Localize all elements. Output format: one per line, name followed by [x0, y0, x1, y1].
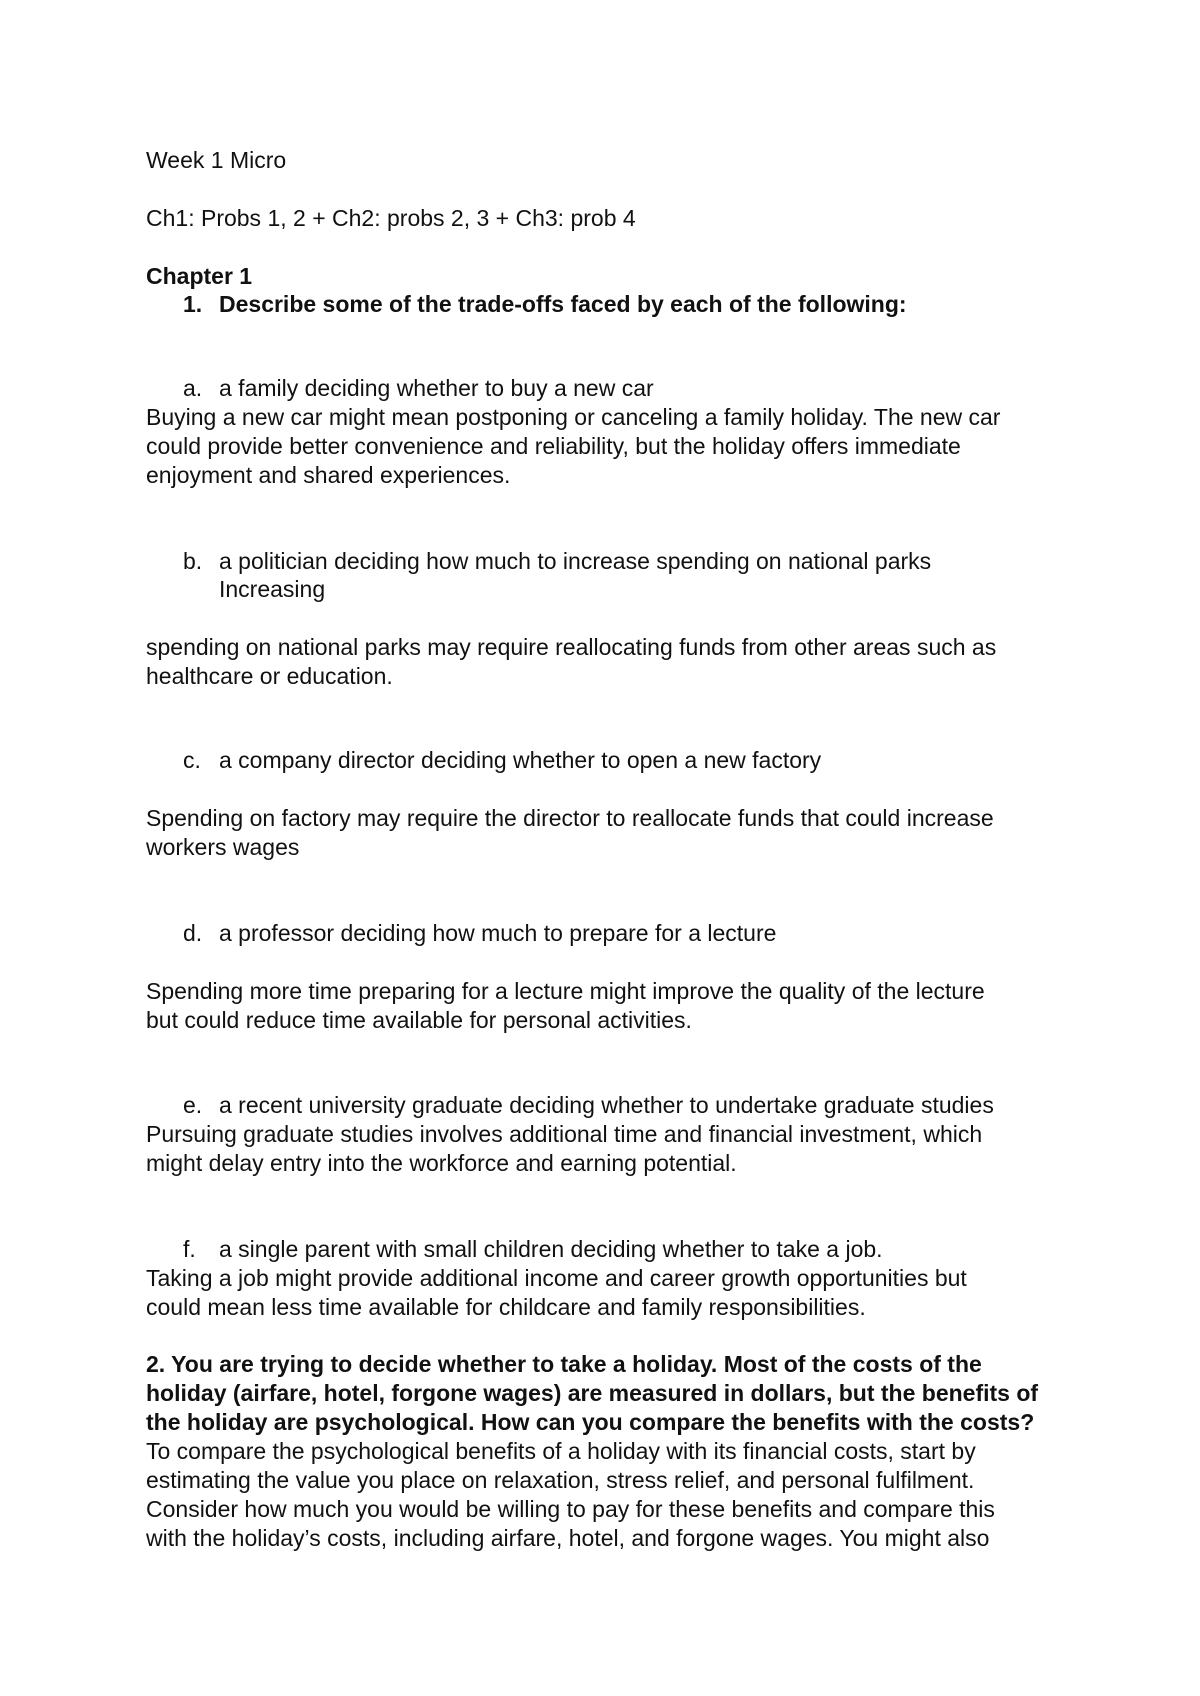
- document-title: Week 1 Micro: [146, 147, 287, 173]
- item-b-answer-line: healthcare or education.: [146, 663, 393, 689]
- item-d-answer-line: Spending more time preparing for a lecture might improve the quality of the lecture: [146, 978, 985, 1004]
- item-f-letter: f.: [183, 1236, 196, 1262]
- item-e-answer-line: Pursuing graduate studies involves additional time and financial investment, which: [146, 1121, 983, 1147]
- item-a-question: a family deciding whether to buy a new car: [219, 375, 654, 401]
- item-a-answer-line: enjoyment and shared experiences.: [146, 462, 511, 488]
- item-d-question: a professor deciding how much to prepare for a lecture: [219, 920, 777, 946]
- item-b-continuation: Increasing: [219, 576, 326, 602]
- item-b-answer-line: spending on national parks may require reallocating funds from other areas such as: [146, 634, 997, 660]
- problems-line: Ch1: Probs 1, 2 + Ch2: probs 2, 3 + Ch3: prob 4: [146, 205, 636, 231]
- question-2-answer-line: To compare the psychological benefits of a holiday with its financial costs, start by: [146, 1438, 976, 1464]
- item-d-letter: d.: [183, 920, 203, 946]
- item-c-answer-line: Spending on factory may require the director to reallocate funds that could increase: [146, 805, 994, 831]
- chapter-heading: Chapter 1: [146, 263, 253, 289]
- question-1-number: 1.: [183, 291, 203, 317]
- item-a-answer-line: could provide better convenience and reliability, but the holiday offers immediate: [146, 433, 961, 459]
- item-c-letter: c.: [183, 747, 201, 773]
- item-b-question: a politician deciding how much to increase spending on national parks: [219, 548, 932, 574]
- item-a-letter: a.: [183, 375, 203, 401]
- question-2-prompt-line: the holiday are psychological. How can you compare the benefits with the costs?: [146, 1409, 1035, 1435]
- item-e-answer-line: might delay entry into the workforce and earning potential.: [146, 1150, 737, 1176]
- item-f-answer-line: could mean less time available for childcare and family responsibilities.: [146, 1294, 866, 1320]
- question-2-prompt-line: 2. You are trying to decide whether to take a holiday. Most of the costs of the: [146, 1351, 982, 1377]
- question-1-prompt: Describe some of the trade-offs faced by each of the following:: [219, 291, 907, 317]
- item-f-answer-line: Taking a job might provide additional income and career growth opportunities but: [146, 1265, 967, 1291]
- question-2-answer-line: Consider how much you would be willing to pay for these benefits and compare this: [146, 1496, 995, 1522]
- item-b-letter: b.: [183, 548, 203, 574]
- item-a-answer-line: Buying a new car might mean postponing or canceling a family holiday. The new car: [146, 404, 1001, 430]
- item-d-answer-line: but could reduce time available for personal activities.: [146, 1007, 692, 1033]
- item-c-question: a company director deciding whether to open a new factory: [219, 747, 822, 773]
- item-c-answer-line: workers wages: [146, 834, 300, 860]
- item-f-question: a single parent with small children deciding whether to take a job.: [219, 1236, 883, 1262]
- question-2-prompt-line: holiday (airfare, hotel, forgone wages) are measured in dollars, but the benefits of: [146, 1380, 1039, 1406]
- item-e-letter: e.: [183, 1092, 203, 1118]
- question-2-answer-line: estimating the value you place on relaxation, stress relief, and personal fulfilment.: [146, 1467, 975, 1493]
- item-e-question: a recent university graduate deciding whether to undertake graduate studies: [219, 1092, 994, 1118]
- question-2-answer-line: with the holiday’s costs, including airfare, hotel, and forgone wages. You might also: [146, 1525, 990, 1551]
